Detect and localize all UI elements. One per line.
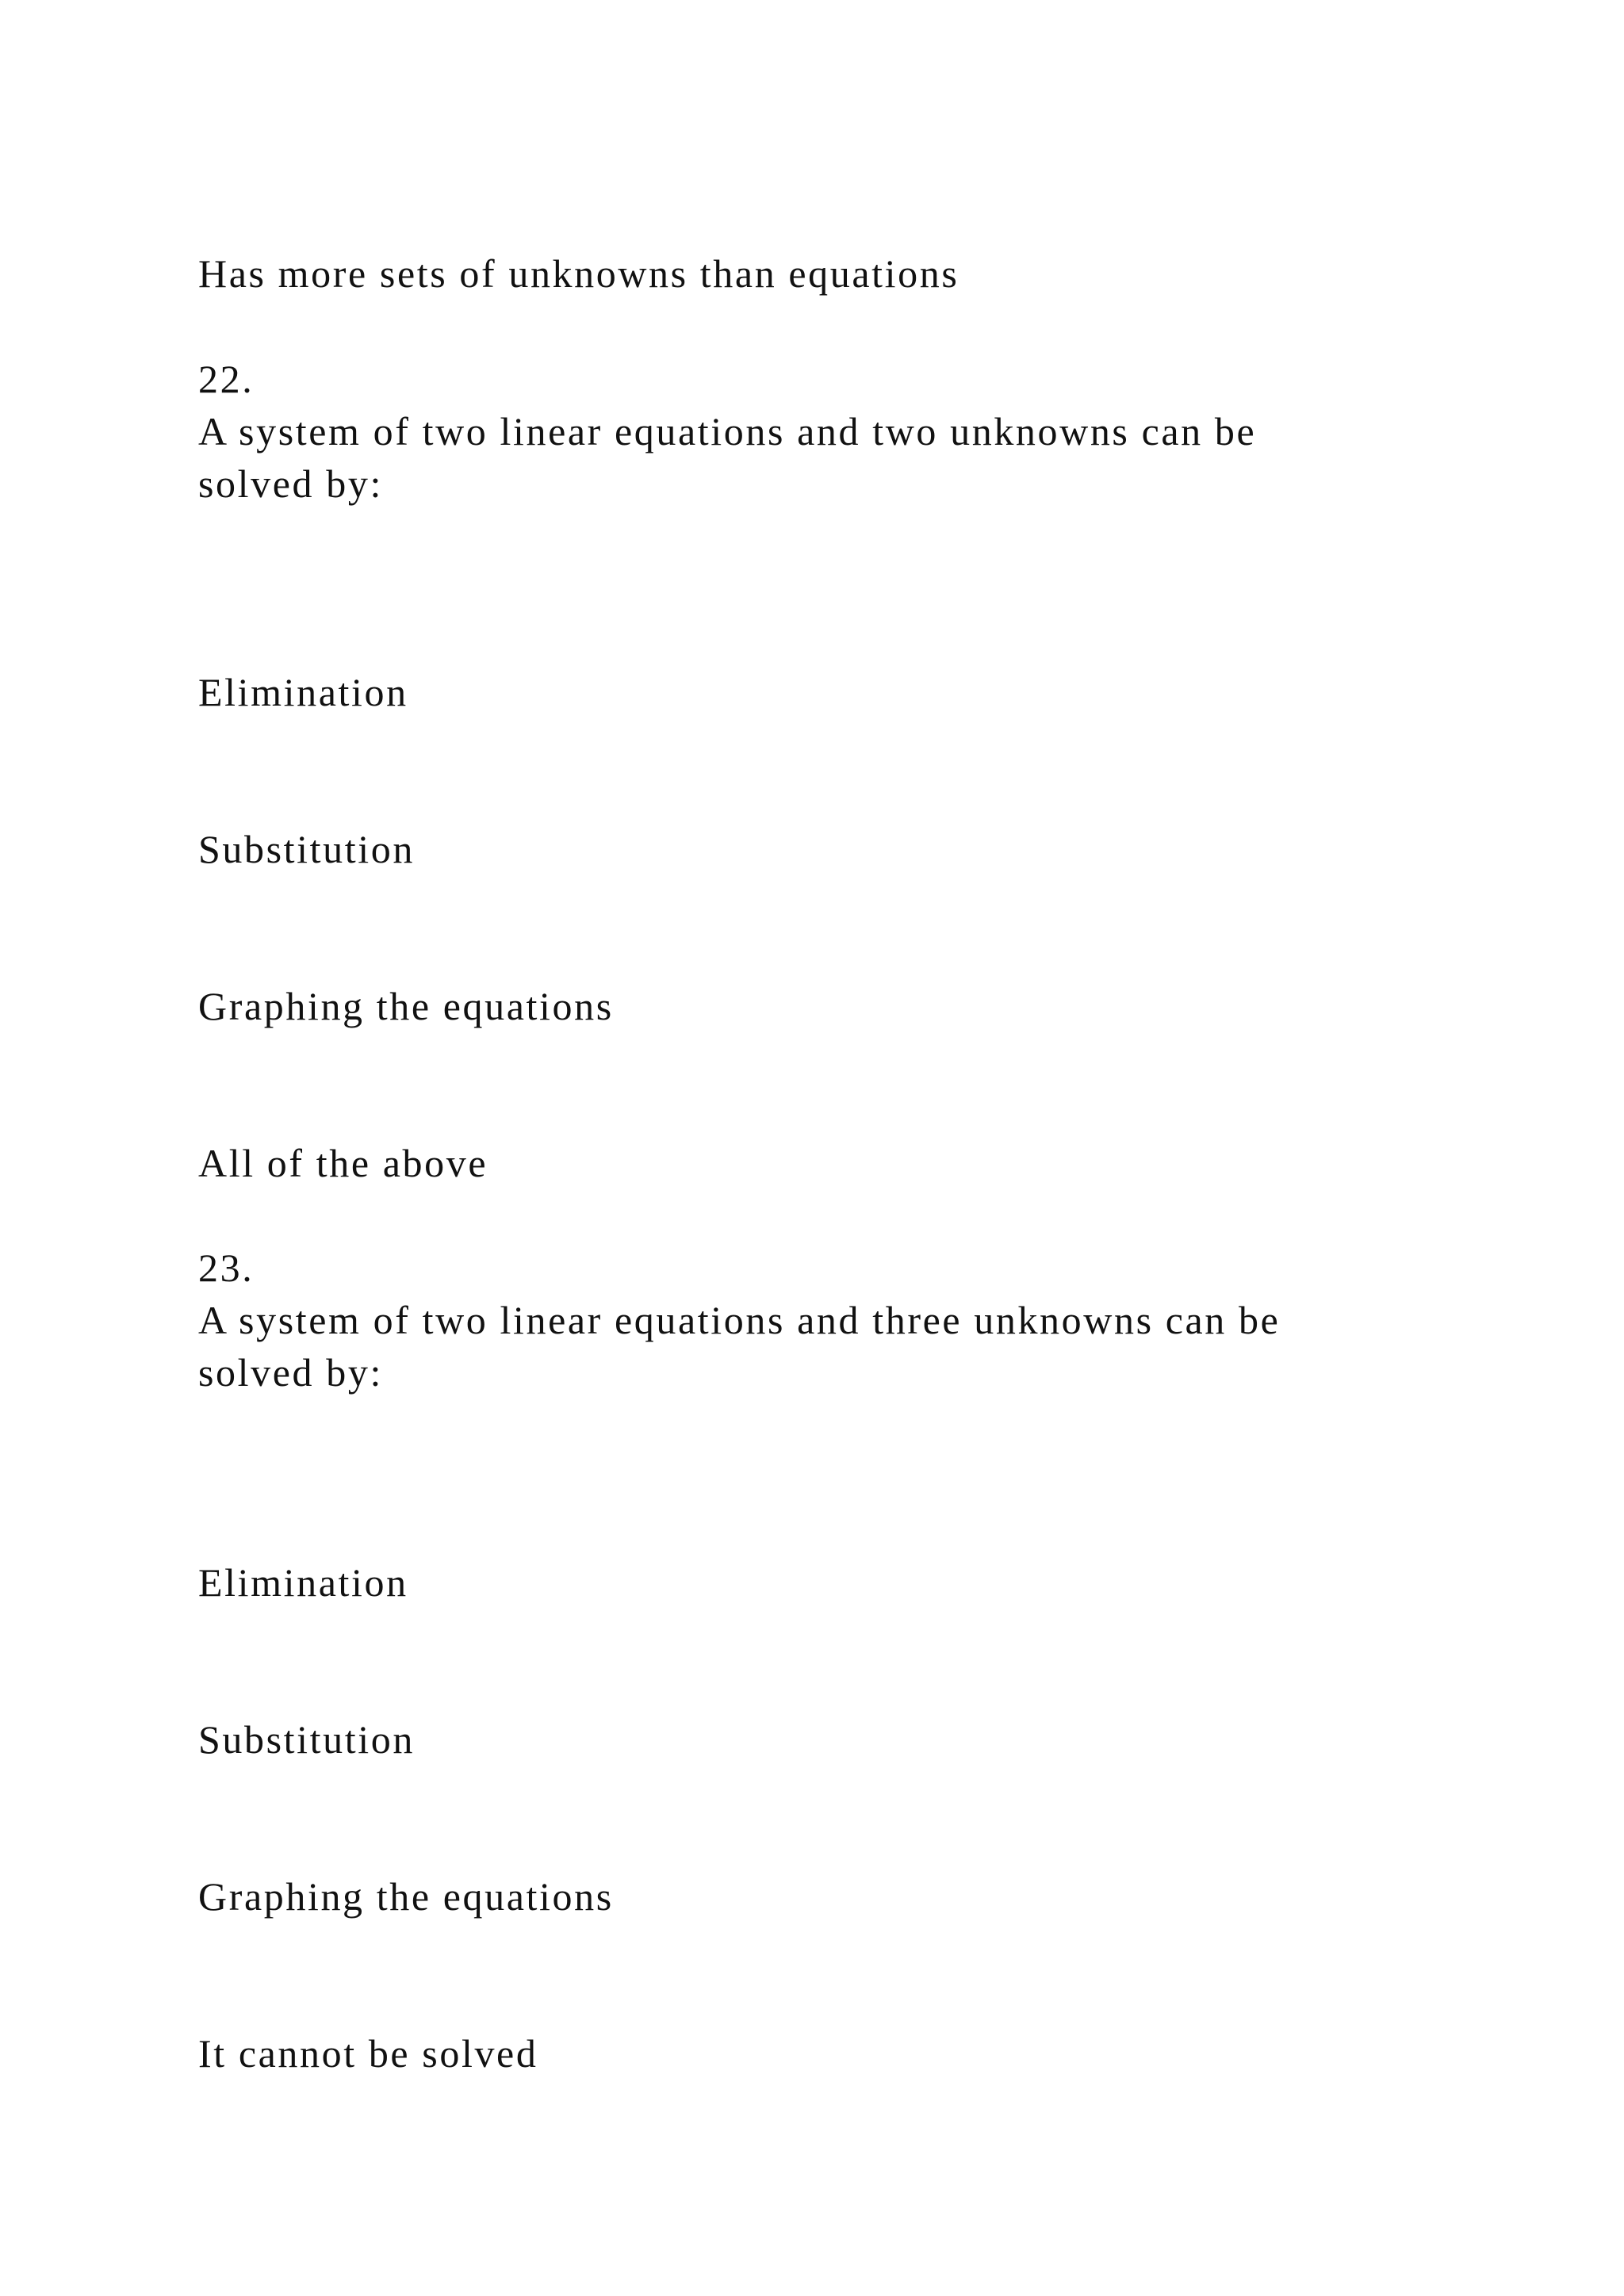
previous-answer-option: Has more sets of unknowns than equations [198,251,959,296]
question-22-option-2: Substitution [198,827,415,871]
question-23-option-1: Elimination [198,1560,408,1605]
question-23-option-3: Graphing the equations [198,1874,614,1919]
question-23-number: 23. [198,1246,255,1290]
question-23-option-2: Substitution [198,1717,415,1762]
question-23-text-line2: solved by: [198,1350,383,1395]
question-22-number: 22. [198,357,255,401]
question-23-option-4: It cannot be solved [198,2031,538,2076]
question-23-text-line1: A system of two linear equations and three unknowns can be [198,1298,1281,1342]
question-22-text-line2: solved by: [198,461,383,506]
question-22-option-1: Elimination [198,670,408,714]
question-22-option-3: Graphing the equations [198,984,614,1028]
question-22-text-line1: A system of two linear equations and two unknowns can be [198,409,1257,453]
question-22-option-4: All of the above [198,1141,488,1185]
